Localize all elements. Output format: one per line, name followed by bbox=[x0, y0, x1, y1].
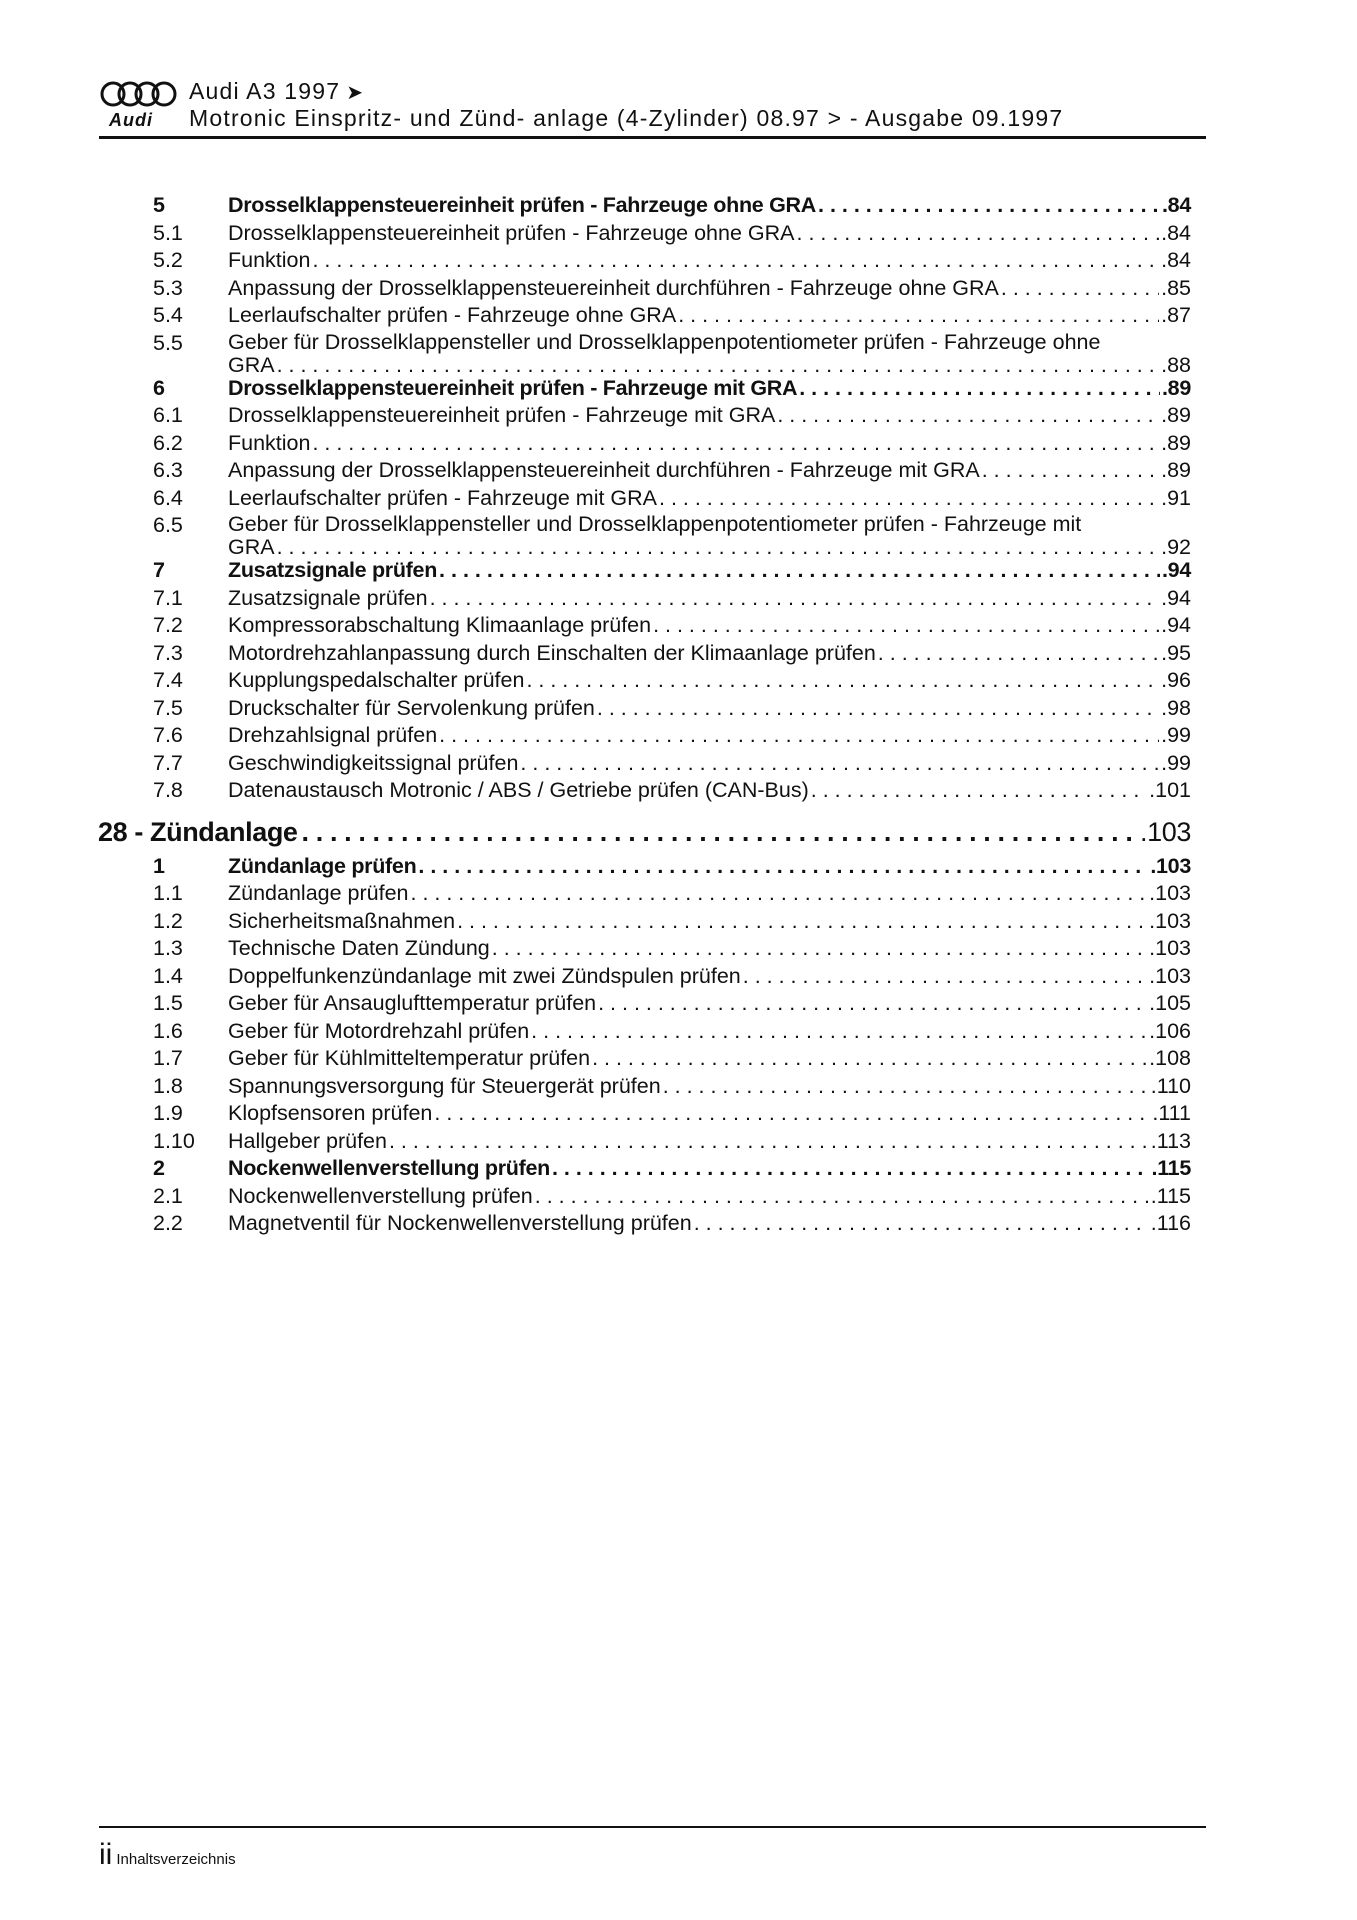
entry-title: Drosselklappensteuereinheit prüfen - Fahrzeuge ohne GRA bbox=[228, 220, 795, 245]
entry-title: Anpassung der Drosselklappensteuereinheit durchführen - Fahrzeuge ohne GRA bbox=[228, 275, 999, 300]
entry-number: 2 bbox=[153, 1156, 165, 1180]
entry-page: .111 bbox=[1152, 1101, 1191, 1125]
entry-title: Anpassung der Drosselklappensteuereinheit durchführen - Fahrzeuge mit GRA bbox=[228, 458, 980, 482]
entry-page: .84 bbox=[1162, 193, 1191, 217]
entry-number: 1.3 bbox=[153, 936, 183, 960]
entry-page: .110 bbox=[1150, 1073, 1191, 1098]
entry-number: 1.9 bbox=[153, 1101, 183, 1125]
toc-entry[interactable] bbox=[98, 723, 1191, 751]
entry-title: Drehzahlsignal prüfen bbox=[228, 723, 438, 747]
toc-entry[interactable] bbox=[98, 1211, 1191, 1239]
entry-title: Sicherheitsmaßnahmen bbox=[228, 908, 456, 933]
entry-number: 7.1 bbox=[153, 585, 183, 610]
entry-title: Leerlaufschalter prüfen - Fahrzeuge ohne GRA bbox=[228, 303, 677, 327]
dot-leader bbox=[1001, 276, 1159, 301]
dot-leader bbox=[878, 641, 1159, 666]
entry-number: 7.7 bbox=[153, 750, 183, 775]
entry-number: 7.5 bbox=[153, 695, 183, 720]
page-footer bbox=[99, 1838, 236, 1872]
dot-leader bbox=[439, 723, 1159, 748]
entry-page: .106 bbox=[1149, 1018, 1191, 1043]
toc-entry[interactable] bbox=[98, 486, 1191, 514]
entry-title: Kompressorabschaltung Klimaanlage prüfen bbox=[228, 613, 652, 637]
entry-page: .103 bbox=[1150, 853, 1191, 878]
entry-number: 1.10 bbox=[153, 1128, 195, 1153]
toc-entry[interactable] bbox=[98, 936, 1191, 964]
dot-leader bbox=[552, 1156, 1150, 1181]
entry-number: 2.2 bbox=[153, 1211, 183, 1235]
entry-page: .94 bbox=[1161, 613, 1191, 637]
entry-title: Drosselklappensteuereinheit prüfen - Fahrzeuge mit GRA bbox=[228, 375, 798, 400]
toc-section[interactable] bbox=[98, 193, 1191, 221]
toc-entry[interactable] bbox=[98, 778, 1191, 806]
entry-title: Geber für Ansauglufttemperatur prüfen bbox=[228, 991, 597, 1015]
entry-number: 5.2 bbox=[153, 248, 183, 272]
entry-number: 5.1 bbox=[153, 220, 183, 245]
entry-number: 1.2 bbox=[153, 908, 183, 933]
dot-leader bbox=[389, 1129, 1149, 1154]
audi-rings-icon bbox=[99, 80, 179, 110]
entry-title: Hallgeber prüfen bbox=[228, 1128, 387, 1153]
entry-number: 7 bbox=[153, 558, 165, 582]
entry-page: .85 bbox=[1161, 275, 1191, 300]
dot-leader bbox=[659, 486, 1159, 511]
entry-title: Magnetventil für Nockenwellenverstellung prüfen bbox=[228, 1211, 692, 1235]
toc-entry[interactable] bbox=[98, 1184, 1191, 1212]
toc-section[interactable] bbox=[98, 558, 1191, 586]
entry-number: 6.3 bbox=[153, 458, 183, 482]
dot-leader bbox=[694, 1211, 1149, 1236]
entry-title: Leerlaufschalter prüfen - Fahrzeuge mit GRA bbox=[228, 485, 658, 510]
entry-page: .103 bbox=[1149, 881, 1191, 905]
dot-leader bbox=[982, 458, 1159, 483]
arrow-right-icon: ➤ bbox=[346, 82, 365, 104]
entry-page: .89 bbox=[1161, 403, 1191, 427]
entry-number: 1.7 bbox=[153, 1046, 183, 1070]
dot-leader bbox=[592, 1046, 1147, 1071]
toc-entry[interactable] bbox=[98, 1046, 1191, 1074]
dot-leader bbox=[653, 613, 1159, 638]
entry-number: 5.5 bbox=[153, 330, 183, 355]
entry-page: .105 bbox=[1149, 991, 1191, 1015]
toc-entry[interactable] bbox=[98, 1129, 1191, 1157]
dot-leader bbox=[457, 909, 1147, 934]
entry-number: 1.1 bbox=[153, 881, 183, 905]
entry-number: 1.4 bbox=[153, 963, 183, 988]
dot-leader bbox=[439, 558, 1160, 583]
entry-title: Technische Daten Zündung bbox=[228, 936, 490, 960]
toc-entry[interactable] bbox=[98, 1101, 1191, 1129]
entry-title: Doppelfunkenzündanlage mit zwei Zündspulen prüfen bbox=[228, 963, 741, 988]
entry-title: Kupplungspedalschalter prüfen bbox=[228, 668, 525, 692]
entry-page: .95 bbox=[1161, 640, 1191, 665]
toc-entry[interactable] bbox=[98, 991, 1191, 1019]
entry-title: Geber für Kühlmitteltemperatur prüfen bbox=[228, 1046, 591, 1070]
chapter-title: 28 - Zündanlage bbox=[98, 816, 298, 847]
toc-entry[interactable] bbox=[98, 1019, 1191, 1047]
entry-title: Motordrehzahlanpassung durch Einschalten der Klimaanlage prüfen bbox=[228, 640, 876, 665]
entry-number: 6 bbox=[153, 375, 165, 400]
entry-number: 5.4 bbox=[153, 303, 183, 327]
entry-page: .108 bbox=[1149, 1046, 1191, 1070]
dot-leader bbox=[302, 817, 1137, 848]
entry-title: Datenaustausch Motronic / ABS / Getriebe prüfen (CAN-Bus) bbox=[228, 778, 809, 802]
entry-title-continued: GRA bbox=[228, 535, 275, 559]
entry-number: 2.1 bbox=[153, 1183, 183, 1208]
toc-entry[interactable] bbox=[98, 696, 1191, 724]
entry-number: 6.2 bbox=[153, 430, 183, 455]
entry-title: Nockenwellenverstellung prüfen bbox=[228, 1156, 550, 1180]
entry-page: .94 bbox=[1161, 585, 1191, 610]
entry-page: .101 bbox=[1149, 778, 1191, 802]
entry-title: Spannungsversorgung für Steuergerät prüfen bbox=[228, 1073, 661, 1098]
dot-leader bbox=[418, 854, 1148, 879]
toc-entry[interactable] bbox=[98, 458, 1191, 486]
entry-number: 5 bbox=[153, 193, 165, 217]
entry-page: .88 bbox=[1161, 352, 1191, 377]
dot-leader bbox=[312, 248, 1159, 273]
entry-page: .87 bbox=[1161, 303, 1191, 327]
entry-title: Drosselklappensteuereinheit prüfen - Fahrzeuge mit GRA bbox=[228, 403, 776, 427]
entry-title: Geber für Drosselklappensteller und Drosselklappenpotentiometer prüfen - Fahrzeuge ohne bbox=[228, 329, 1101, 354]
toc-section[interactable] bbox=[98, 376, 1191, 404]
toc-section[interactable] bbox=[98, 854, 1191, 882]
dot-leader bbox=[277, 354, 1160, 376]
entry-title: Klopfsensoren prüfen bbox=[228, 1101, 433, 1125]
dot-leader bbox=[492, 936, 1147, 961]
entry-title: Geschwindigkeitssignal prüfen bbox=[228, 750, 519, 775]
entry-page: .84 bbox=[1161, 220, 1191, 245]
table-of-contents bbox=[98, 193, 1191, 1239]
dot-leader bbox=[411, 881, 1148, 906]
toc-entry[interactable] bbox=[98, 331, 1191, 376]
toc-entry[interactable] bbox=[98, 641, 1191, 669]
entry-title: Zusatzsignale prüfen bbox=[228, 585, 428, 610]
dot-leader bbox=[434, 1101, 1150, 1126]
audi-wordmark: Audi bbox=[109, 110, 153, 130]
dot-leader bbox=[797, 221, 1160, 246]
toc-entry[interactable] bbox=[98, 881, 1191, 909]
entry-title: Funktion bbox=[228, 248, 311, 272]
entry-number: 7.8 bbox=[153, 778, 183, 802]
dot-leader bbox=[811, 778, 1147, 803]
entry-page: .98 bbox=[1161, 695, 1191, 720]
entry-number: 1 bbox=[153, 853, 165, 878]
entry-number: 6.1 bbox=[153, 403, 183, 427]
entry-number: 7.6 bbox=[153, 723, 183, 747]
dot-leader bbox=[597, 696, 1159, 721]
document-title: Motronic Einspritz- und Zünd- anlage (4-Zylinder) 08.97 > - Ausgabe 09.1997 bbox=[189, 105, 1064, 131]
toc-entry[interactable] bbox=[98, 1074, 1191, 1102]
dot-leader bbox=[678, 303, 1159, 328]
dot-leader bbox=[277, 536, 1160, 558]
chapter-heading[interactable] bbox=[98, 809, 1191, 854]
entry-title: Druckschalter für Servolenkung prüfen bbox=[228, 695, 595, 720]
entry-number: 7.2 bbox=[153, 613, 183, 637]
entry-title: Funktion bbox=[228, 430, 311, 455]
entry-page: .89 bbox=[1161, 458, 1191, 482]
entry-page: .116 bbox=[1150, 1211, 1191, 1235]
entry-number: 7.4 bbox=[153, 668, 183, 692]
entry-page: .94 bbox=[1162, 558, 1191, 582]
dot-leader bbox=[535, 1184, 1149, 1209]
footer-label: Inhaltsverzeichnis bbox=[116, 1851, 236, 1868]
entry-page: .113 bbox=[1150, 1128, 1191, 1153]
dot-leader bbox=[526, 668, 1159, 693]
entry-title: Zündanlage prüfen bbox=[228, 881, 409, 905]
toc-entry[interactable] bbox=[98, 586, 1191, 614]
entry-page: .89 bbox=[1161, 430, 1191, 455]
audi-logo bbox=[99, 78, 185, 134]
toc-entry[interactable] bbox=[98, 751, 1191, 779]
entry-page: .103 bbox=[1149, 936, 1191, 960]
entry-page: .84 bbox=[1161, 248, 1191, 272]
toc-entry[interactable] bbox=[98, 668, 1191, 696]
dot-leader bbox=[520, 751, 1159, 776]
entry-page: .99 bbox=[1161, 750, 1191, 775]
entry-page: .89 bbox=[1162, 375, 1191, 400]
entry-page: .115 bbox=[1151, 1156, 1191, 1180]
entry-title: Nockenwellenverstellung prüfen bbox=[228, 1183, 533, 1208]
toc-entry[interactable] bbox=[98, 431, 1191, 459]
chapter-page: .103 bbox=[1140, 816, 1191, 847]
toc-entry[interactable] bbox=[98, 221, 1191, 249]
entry-title: Geber für Drosselklappensteller und Drosselklappenpotentiometer prüfen - Fahrzeuge mit bbox=[228, 512, 1082, 536]
entry-page: .99 bbox=[1161, 723, 1191, 747]
toc-entry[interactable] bbox=[98, 513, 1191, 558]
toc-entry[interactable] bbox=[98, 909, 1191, 937]
toc-entry[interactable] bbox=[98, 964, 1191, 992]
dot-leader bbox=[312, 431, 1159, 456]
entry-page: .115 bbox=[1150, 1183, 1191, 1208]
entry-title: Zündanlage prüfen bbox=[228, 853, 417, 878]
dot-leader bbox=[598, 991, 1147, 1016]
model-title: Audi A3 1997 bbox=[189, 78, 341, 104]
dot-leader bbox=[430, 586, 1160, 611]
entry-page: .91 bbox=[1161, 485, 1191, 510]
entry-number: 5.3 bbox=[153, 275, 183, 300]
entry-number: 7.3 bbox=[153, 640, 183, 665]
dot-leader bbox=[799, 376, 1160, 401]
entry-number: 1.8 bbox=[153, 1073, 183, 1098]
entry-title: Geber für Motordrehzahl prüfen bbox=[228, 1018, 530, 1043]
entry-number: 1.6 bbox=[153, 1018, 183, 1043]
toc-entry[interactable] bbox=[98, 248, 1191, 276]
toc-section[interactable] bbox=[98, 1156, 1191, 1184]
document-model bbox=[189, 78, 364, 105]
entry-page: .92 bbox=[1161, 535, 1191, 559]
toc-entry[interactable] bbox=[98, 276, 1191, 304]
entry-number: 1.5 bbox=[153, 991, 183, 1015]
dot-leader bbox=[743, 964, 1147, 989]
page-header bbox=[99, 78, 1206, 139]
page-number: ii bbox=[99, 1838, 113, 1871]
dot-leader bbox=[777, 403, 1159, 428]
toc-entry[interactable] bbox=[98, 303, 1191, 331]
toc-entry[interactable] bbox=[98, 613, 1191, 641]
entry-page: .103 bbox=[1149, 963, 1191, 988]
entry-page: .96 bbox=[1161, 668, 1191, 692]
dot-leader bbox=[663, 1074, 1149, 1099]
entry-title: Zusatzsignale prüfen bbox=[228, 558, 438, 582]
entry-page: .103 bbox=[1149, 908, 1191, 933]
entry-title: Drosselklappensteuereinheit prüfen - Fahrzeuge ohne GRA bbox=[228, 193, 816, 217]
entry-title-continued: GRA bbox=[228, 352, 275, 377]
entry-number: 6.5 bbox=[153, 513, 183, 537]
dot-leader bbox=[531, 1019, 1147, 1044]
footer-divider bbox=[99, 1826, 1206, 1828]
entry-number: 6.4 bbox=[153, 485, 183, 510]
toc-entry[interactable] bbox=[98, 403, 1191, 431]
dot-leader bbox=[818, 193, 1160, 218]
